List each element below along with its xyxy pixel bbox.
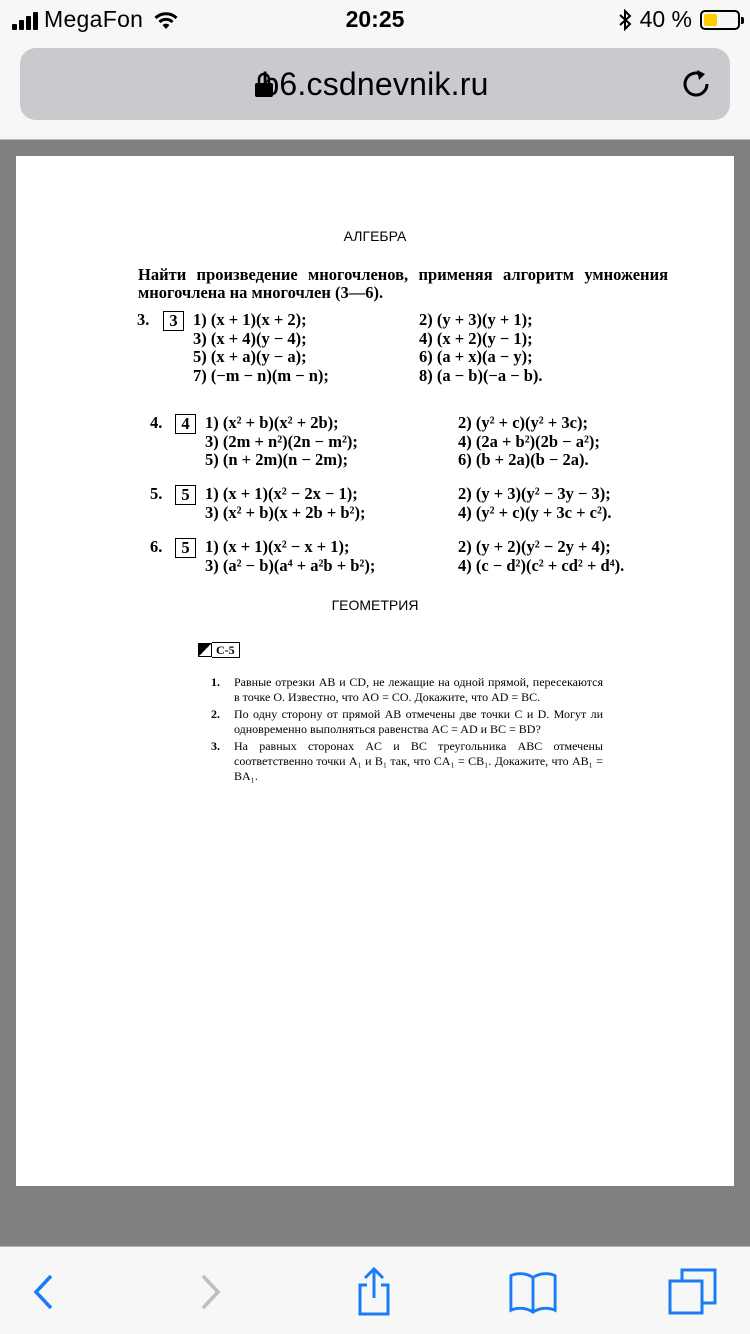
problem-6 bbox=[150, 538, 680, 578]
list-item bbox=[211, 675, 603, 706]
expression: 2) (y + 3)(y² − 3y − 3); bbox=[458, 484, 611, 503]
badge-label: С-5 bbox=[212, 642, 240, 658]
problem-3 bbox=[137, 311, 677, 391]
expression: 2) (y² + c)(y² + 3c); bbox=[458, 413, 588, 432]
bookmarks-button[interactable] bbox=[508, 1267, 558, 1317]
url-text[interactable]: b6.csdnevnik.ru bbox=[261, 66, 489, 102]
item-text: На равных сторонах AC и BC треугольника ABC отмечены соответственно точки A₁ и B₁ так, что CA₁ = CB₁. Докажите, что AB₁ = BA₁. bbox=[234, 738, 603, 784]
back-button[interactable] bbox=[18, 1267, 68, 1317]
status-bar bbox=[0, 0, 750, 40]
algebra-title: АЛГЕБРА bbox=[343, 228, 407, 244]
item-number: 1. bbox=[211, 675, 220, 689]
difficulty-box: 5 bbox=[175, 538, 196, 558]
browser-header bbox=[0, 40, 750, 140]
list-item bbox=[211, 707, 603, 738]
expression: 7) (−m − n)(m − n); bbox=[193, 365, 329, 385]
tabs-button[interactable] bbox=[668, 1267, 718, 1317]
address-bar[interactable] bbox=[20, 48, 730, 120]
item-number: 2. bbox=[211, 706, 220, 721]
expression: 2) (y + 2)(y² − 2y + 4); bbox=[458, 537, 611, 556]
status-time: 20:25 bbox=[345, 6, 405, 32]
item-text: Равные отрезки AB и CD, не лежащие на одной прямой, пересекаются в точке O. Известно, что AO = CO. Докажите, что AD = BC. bbox=[234, 675, 603, 705]
battery-fill bbox=[704, 14, 717, 26]
expression: 4) (x + 2)(y − 1); bbox=[419, 328, 533, 348]
geometry-badge bbox=[198, 642, 240, 658]
expression: 4) (2a + b²)(2b − a²); bbox=[458, 431, 600, 451]
problem-number: 3. bbox=[137, 310, 150, 329]
expression: 1) (x + 1)(x² − 2x − 1); bbox=[205, 484, 358, 503]
problem-5 bbox=[150, 485, 680, 525]
expression: 3) (a² − b)(a⁴ + a²b + b²); bbox=[205, 555, 376, 575]
difficulty-box: 3 bbox=[163, 311, 184, 331]
carrier-name: MegaFon bbox=[44, 6, 144, 32]
item-number: 3. bbox=[211, 738, 220, 753]
expression: 5) (n + 2m)(n − 2m); bbox=[205, 450, 348, 469]
battery-percent: 40 % bbox=[639, 6, 692, 32]
expression: 6) (a + x)(a − y); bbox=[419, 347, 533, 366]
problem-4 bbox=[150, 414, 680, 474]
share-button[interactable] bbox=[349, 1267, 399, 1317]
geometry-title: ГЕОМЕТРИЯ bbox=[331, 597, 419, 613]
item-text: По одну сторону от прямой AB отмечены две точки C и D. Могут ли одновременно выполняться равенства AC = AD и BC = BD? bbox=[234, 706, 603, 737]
expression: 8) (a − b)(−a − b). bbox=[419, 365, 543, 385]
forward-button[interactable] bbox=[186, 1267, 236, 1317]
problem-number: 4. bbox=[150, 413, 163, 432]
reload-icon[interactable] bbox=[680, 68, 712, 100]
expression: 6) (b + 2a)(b − 2a). bbox=[458, 450, 589, 469]
expression: 1) (x + 1)(x² − x + 1); bbox=[205, 537, 350, 556]
expression: 2) (y + 3)(y + 1); bbox=[419, 310, 533, 329]
battery-icon bbox=[700, 10, 740, 30]
expression: 3) (2m + n²)(2n − m²); bbox=[205, 431, 358, 451]
expression: 5) (x + a)(y − a); bbox=[193, 347, 307, 366]
expression: 1) (x² + b)(x² + 2b); bbox=[205, 413, 339, 432]
browser-toolbar bbox=[0, 1246, 750, 1334]
expression: 4) (c − d²)(c² + cd² + d⁴). bbox=[458, 555, 625, 575]
share-icon[interactable] bbox=[354, 1267, 394, 1317]
back-icon[interactable] bbox=[31, 1272, 55, 1312]
geometry-list bbox=[211, 675, 603, 786]
task-intro: Найти произведение многочленов, применяя алгоритм умножения многочлена на многочлен (3—6). bbox=[138, 265, 668, 302]
difficulty-box: 5 bbox=[175, 485, 196, 505]
forward-icon[interactable] bbox=[199, 1272, 223, 1312]
expression: 1) (x + 1)(x + 2); bbox=[193, 310, 307, 329]
problem-number: 5. bbox=[150, 484, 163, 503]
list-item bbox=[211, 739, 603, 785]
half-square-icon bbox=[198, 643, 212, 657]
expression: 3) (x + 4)(y − 4); bbox=[193, 328, 307, 348]
status-right bbox=[618, 6, 740, 33]
expression: 3) (x² + b)(x + 2b + b²); bbox=[205, 502, 366, 522]
document-page bbox=[16, 156, 734, 1186]
bluetooth-icon bbox=[618, 9, 632, 31]
problem-number: 6. bbox=[150, 537, 163, 556]
difficulty-box: 4 bbox=[175, 414, 196, 434]
tabs-icon[interactable] bbox=[668, 1267, 718, 1317]
bookmarks-icon[interactable] bbox=[508, 1269, 558, 1315]
expression: 4) (y² + c)(y + 3c + c²). bbox=[458, 502, 612, 522]
